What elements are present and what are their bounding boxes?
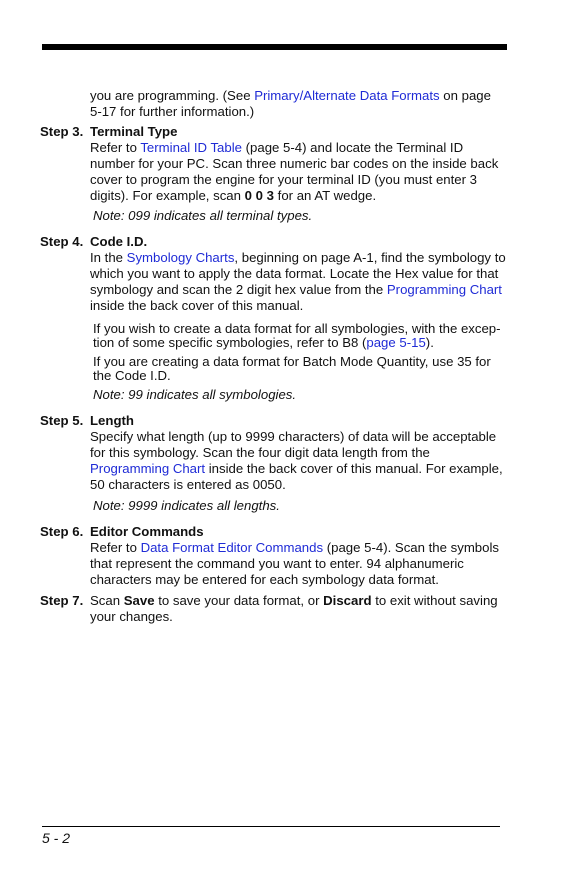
text-run: symbology and scan the 2 digit hex value from the bbox=[90, 282, 387, 297]
text-run: you are programming. (See bbox=[90, 88, 255, 103]
text-line: for this symbology. Scan the four digit data length from the bbox=[90, 445, 430, 460]
step-4-label: Step 4. bbox=[40, 234, 84, 249]
primary-alternate-formats-link[interactable]: Primary/Alternate Data Formats bbox=[254, 88, 440, 103]
step-4-body bbox=[90, 234, 506, 314]
bold-text: Save bbox=[123, 593, 155, 608]
step-6-body bbox=[90, 524, 502, 588]
text-run: inside the back cover of this manual. For example, bbox=[205, 461, 503, 476]
step-6-label: Step 6. bbox=[40, 524, 84, 539]
text-run: Refer to bbox=[90, 540, 141, 555]
text-run: (page 5-4). Scan the symbols bbox=[323, 540, 499, 555]
text-line: that represent the command you want to enter. 94 alphanumeric bbox=[90, 556, 464, 571]
step-5-body bbox=[90, 413, 502, 493]
step-4-note: Note: 99 indicates all symbologies. bbox=[93, 387, 297, 402]
step-4-title: Code I.D. bbox=[90, 234, 148, 249]
text-line: 5-17 for further information.) bbox=[90, 104, 255, 119]
symbology-charts-link[interactable]: Symbology Charts bbox=[126, 250, 235, 265]
text-line: which you want to apply the data format. Locate the Hex value for that bbox=[90, 266, 499, 281]
step-4-paragraph-batch-mode bbox=[93, 355, 503, 383]
page-5-15-link[interactable]: page 5-15 bbox=[366, 335, 426, 350]
text-run: In the bbox=[90, 250, 127, 265]
text-line: cover to program the engine for your terminal ID (you must enter 3 bbox=[90, 172, 478, 187]
header-rule bbox=[42, 44, 507, 50]
step-3-note: Note: 099 indicates all terminal types. bbox=[93, 208, 313, 223]
step-4-paragraph-all-symbologies bbox=[93, 322, 503, 350]
text-run: tion of some specific symbologies, refer to B8 ( bbox=[93, 335, 367, 350]
text-line: If you wish to create a data format for all symbologies, with the excep- bbox=[93, 321, 501, 336]
text-line: If you are creating a data format for Batch Mode Quantity, use 35 for bbox=[93, 354, 491, 369]
text-run: digits). For example, scan bbox=[90, 188, 245, 203]
programming-chart-link[interactable]: Programming Chart bbox=[90, 461, 206, 476]
step-5-label: Step 5. bbox=[40, 413, 84, 428]
step-7-label: Step 7. bbox=[40, 593, 84, 608]
text-run: to save your data format, or bbox=[154, 593, 324, 608]
text-run: on page bbox=[439, 88, 491, 103]
step-7-body bbox=[90, 593, 502, 625]
bold-text: 0 0 3 bbox=[244, 188, 274, 203]
text-line: 50 characters is entered as 0050. bbox=[90, 477, 286, 492]
text-run: (page 5-4) and locate the Terminal ID bbox=[241, 140, 464, 155]
text-line: your changes. bbox=[90, 609, 173, 624]
text-run: for an AT wedge. bbox=[274, 188, 377, 203]
text-line: inside the back cover of this manual. bbox=[90, 298, 304, 313]
text-run: Refer to bbox=[90, 140, 141, 155]
programming-chart-link[interactable]: Programming Chart bbox=[386, 282, 502, 297]
text-line: Specify what length (up to 9999 characters) of data will be acceptable bbox=[90, 429, 497, 444]
text-line: the Code I.D. bbox=[93, 368, 171, 383]
step-5-note: Note: 9999 indicates all lengths. bbox=[93, 498, 280, 513]
step-6-title: Editor Commands bbox=[90, 524, 204, 539]
data-format-editor-commands-link[interactable]: Data Format Editor Commands bbox=[140, 540, 324, 555]
bold-text: Discard bbox=[323, 593, 372, 608]
text-line: characters may be entered for each symbology data format. bbox=[90, 572, 439, 587]
step-3-label: Step 3. bbox=[40, 124, 84, 139]
step-3-title: Terminal Type bbox=[90, 124, 178, 139]
step-3-body bbox=[90, 124, 502, 204]
text-run: , beginning on page A-1, find the symbology to bbox=[234, 250, 506, 265]
page-number: 5 - 2 bbox=[42, 830, 71, 846]
text-run: to exit without saving bbox=[371, 593, 498, 608]
terminal-id-table-link[interactable]: Terminal ID Table bbox=[140, 140, 242, 155]
footer-rule bbox=[42, 826, 500, 827]
text-line: number for your PC. Scan three numeric bar codes on the inside back bbox=[90, 156, 499, 171]
text-run: Scan bbox=[90, 593, 124, 608]
step-5-title: Length bbox=[90, 413, 134, 428]
intro-paragraph bbox=[90, 88, 502, 120]
text-run: ). bbox=[425, 335, 434, 350]
